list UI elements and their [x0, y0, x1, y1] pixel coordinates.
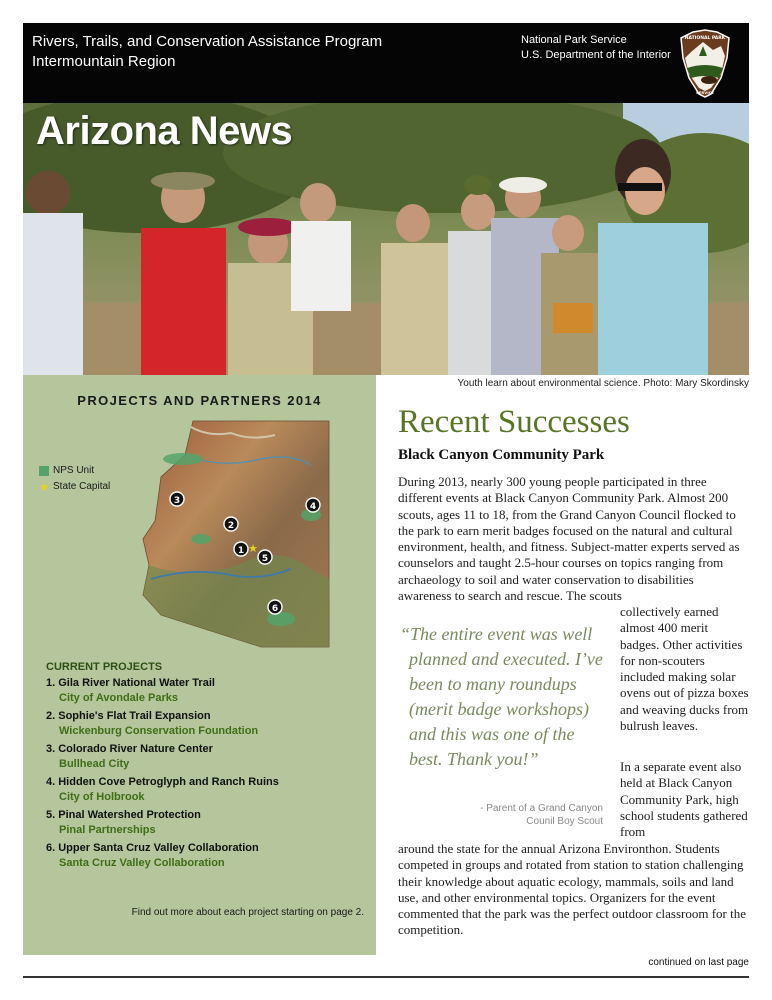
map-marker-4	[306, 498, 320, 512]
project-partner: Pinal Partnerships	[59, 824, 156, 836]
program-line-2: Intermountain Region	[32, 53, 176, 70]
nps-unit-swatch	[39, 466, 49, 476]
program-line-1: Rivers, Trails, and Conservation Assistance Program	[32, 33, 383, 50]
photo-caption: Youth learn about environmental science. Photo: Mary Skordinsky	[457, 378, 749, 389]
marker-label-1: 1	[237, 546, 245, 556]
logo-text-top: NATIONAL PARK	[684, 36, 726, 41]
map-marker-6	[268, 600, 282, 614]
quote-attribution-line-2: Counil Boy Scout	[526, 816, 603, 827]
article-paragraph-2-continued: around the state for the annual Arizona Environthon. Students competed in groups and rotated from station to station challenging their knowledge about aquatic ecology, mammals, soils and land use, and other environmental topics. Organizers for the event commented that the park was the perfect outdoor classroom for the competition.	[398, 841, 746, 938]
legend-nps-unit	[39, 463, 110, 479]
article-paragraph-1: During 2013, nearly 300 young people participated in three different events at Black Canyon Community Park. Almost 200 scouts, ages 11 to 18, from the Grand Canyon Council flocked to the park to earn merit badges focused on the natural and cultural environment, health, and fitness. Subject-matter experts served as counselors and taught 2.5-hour courses on topics ranging from archaeology to soil and water conservation to disabilities awareness to search and rescue. The scouts	[398, 474, 740, 603]
project-item	[46, 742, 366, 772]
map-marker-5	[258, 550, 272, 564]
masthead-title: Arizona News	[36, 109, 293, 153]
marker-label-3: 3	[173, 496, 181, 506]
article-subheading: Black Canyon Community Park	[398, 447, 605, 463]
article-paragraph-1-continued: collectively earned almost 400 merit badges. Other activities for non-scouters included making solar ovens out of pizza boxes and weaving ducks from bulrush leaves.	[620, 604, 749, 733]
project-name: 2. Sophie's Flat Trail Expansion	[46, 710, 211, 722]
agency-line-2: U.S. Department of the Interior	[521, 49, 671, 61]
project-name: 6. Upper Santa Cruz Valley Collaboration	[46, 842, 259, 854]
map-marker-1	[234, 542, 248, 556]
project-item	[46, 676, 366, 706]
marker-label-4: 4	[309, 502, 317, 512]
state-capital-star: ★	[248, 542, 258, 555]
project-name: 5. Pinal Watershed Protection	[46, 809, 201, 821]
hero-photo	[23, 103, 749, 375]
footer-rule	[23, 976, 749, 978]
project-partner: City of Avondale Parks	[59, 692, 178, 704]
project-partner: Santa Cruz Valley Collaboration	[59, 857, 225, 869]
map-marker-3	[170, 492, 184, 506]
project-item	[46, 808, 366, 838]
project-partner: Wickenburg Conservation Foundation	[59, 725, 259, 737]
project-name: 1. Gila River National Water Trail	[46, 677, 215, 689]
program-name	[32, 32, 382, 72]
project-partner: Bullhead City	[59, 758, 130, 770]
current-projects-list	[46, 661, 366, 874]
quote-attribution	[430, 802, 603, 828]
arizona-map	[141, 419, 331, 651]
find-out-more-note: Find out more about each project starting on page 2.	[131, 907, 364, 918]
map-legend	[39, 463, 110, 495]
projects-sidebar	[23, 375, 376, 955]
article-paragraph-2: In a separate event also held at Black Canyon Community Park, high school students gathered from	[620, 759, 748, 839]
sidebar-title: PROJECTS AND PARTNERS 2014	[77, 393, 322, 408]
project-item	[46, 775, 366, 805]
map-marker-2	[224, 517, 238, 531]
marker-label-2: 2	[227, 521, 235, 531]
legend-state-capital	[39, 479, 110, 495]
project-item	[46, 709, 366, 739]
current-projects-heading: CURRENT PROJECTS	[46, 661, 163, 673]
agency-line-1: National Park Service	[521, 34, 627, 46]
agency-name	[521, 33, 671, 63]
continued-note: continued on last page	[648, 957, 749, 968]
project-item	[46, 841, 366, 871]
marker-label-5: 5	[261, 554, 269, 564]
star-icon: ★	[39, 480, 50, 494]
marker-label-6: 6	[271, 604, 279, 614]
legend-state-capital-label: State Capital	[53, 481, 111, 492]
quote-attribution-line-1: - Parent of a Grand Canyon	[480, 803, 603, 814]
legend-nps-unit-label: NPS Unit	[53, 465, 95, 476]
header-band	[23, 23, 749, 103]
project-name: 4. Hidden Cove Petroglyph and Ranch Ruins	[46, 776, 279, 788]
pull-quote: “The entire event was well planned and executed. I’ve been to many roundups (merit badge workshops) and this was one of the best. Thank you!”	[400, 624, 603, 769]
logo-text-bottom: SERVICE	[696, 90, 714, 95]
nps-arrowhead-logo	[677, 28, 733, 98]
project-partner: City of Holbrook	[59, 791, 145, 803]
project-name: 3. Colorado River Nature Center	[46, 743, 213, 755]
article-heading: Recent Successes	[398, 404, 630, 440]
